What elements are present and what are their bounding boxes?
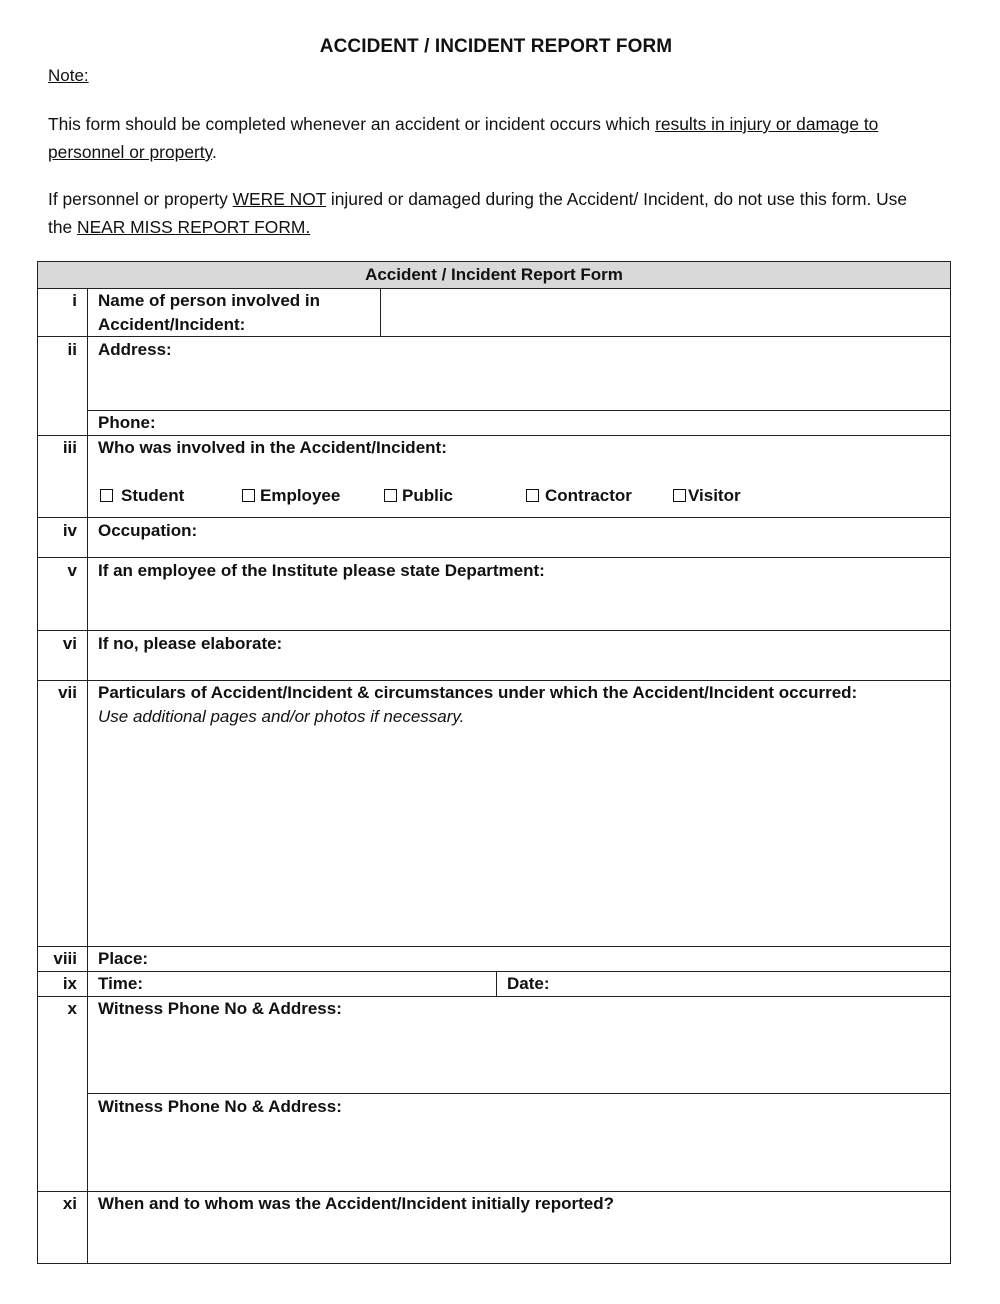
address-field[interactable]	[88, 362, 950, 409]
row-number: ix	[62, 974, 77, 993]
checkbox-public[interactable]	[384, 484, 453, 508]
row-divider	[88, 1093, 950, 1094]
initially-reported-label: When and to whom was the Accident/Incident initially reported?	[98, 1194, 615, 1213]
name-of-person-label	[98, 289, 320, 337]
row-number: ii	[67, 340, 77, 359]
phone-label: Phone:	[98, 413, 156, 432]
elaborate-label: If no, please elaborate:	[98, 634, 283, 653]
document-title: ACCIDENT / INCIDENT REPORT FORM	[319, 36, 673, 57]
checkbox-student-label: Student	[121, 486, 185, 505]
row-divider	[38, 946, 950, 947]
department-label: If an employee of the Institute please state Department:	[98, 561, 545, 580]
row-number: iv	[62, 521, 77, 540]
row-number: i	[72, 291, 77, 310]
name-of-person-field[interactable]	[381, 289, 950, 335]
address-label: Address:	[98, 340, 172, 359]
checkbox-visitor[interactable]	[673, 484, 741, 508]
checkbox-public-label: Public	[402, 486, 454, 505]
checkbox-icon[interactable]	[526, 489, 539, 502]
para1-end: .	[212, 142, 217, 162]
row-number: xi	[62, 1194, 77, 1213]
report-form-table	[37, 261, 951, 1264]
row-divider	[38, 557, 950, 558]
row-number: vi	[62, 634, 77, 653]
particulars-note: Use additional pages and/or photos if necessary.	[98, 707, 465, 726]
witness-1-label: Witness Phone No & Address:	[98, 999, 342, 1018]
row-number: x	[67, 999, 77, 1018]
row-number: v	[67, 561, 77, 580]
who-was-involved-label: Who was involved in the Accident/Incident:	[98, 438, 447, 457]
checkbox-icon[interactable]	[100, 489, 113, 502]
name-label-line1: Name of person involved in	[98, 291, 320, 310]
note-label: Note:	[48, 66, 89, 85]
row-number: viii	[53, 949, 77, 968]
checkbox-contractor-label: Contractor	[545, 486, 632, 505]
time-label: Time:	[98, 974, 144, 993]
para1-underlined: results in injury or damage to personnel or property	[48, 114, 879, 162]
checkbox-icon[interactable]	[242, 489, 255, 502]
checkbox-contractor[interactable]	[526, 484, 632, 508]
particulars-label: Particulars of Accident/Incident & circumstances under which the Accident/Incident occurred:	[98, 683, 858, 702]
place-label: Place:	[98, 949, 149, 968]
row-divider	[38, 630, 950, 631]
instructions-paragraph-2	[48, 185, 928, 241]
instructions-paragraph-1	[48, 110, 928, 166]
row-number: iii	[62, 438, 77, 457]
date-label: Date:	[507, 974, 550, 993]
witness-2-label: Witness Phone No & Address:	[98, 1097, 342, 1116]
checkbox-employee[interactable]	[242, 484, 340, 508]
checkbox-icon[interactable]	[673, 489, 686, 502]
row-divider	[88, 410, 950, 411]
para1-text: This form should be completed whenever an accident or incident occurs which	[48, 114, 656, 134]
row-number: vii	[58, 683, 77, 702]
occupation-label: Occupation:	[98, 521, 198, 540]
form-header: Accident / Incident Report Form	[38, 262, 950, 288]
para2-text-b: injured or damaged during the Accident/ Incident, do not use this form. Use the	[48, 189, 908, 237]
particulars-field[interactable]	[88, 732, 950, 944]
checkbox-student[interactable]	[100, 484, 184, 508]
row-divider	[38, 517, 950, 518]
near-miss-form-link[interactable]: NEAR MISS REPORT FORM.	[77, 217, 311, 237]
checkbox-icon[interactable]	[384, 489, 397, 502]
para2-underlined-were-not: WERE NOT	[232, 189, 327, 209]
para2-text-a: If personnel or property	[48, 189, 233, 209]
row-divider	[38, 971, 950, 972]
checkbox-employee-label: Employee	[260, 486, 341, 505]
name-label-line2: Accident/Incident:	[98, 315, 246, 334]
column-divider	[496, 971, 497, 996]
checkbox-visitor-label: Visitor	[688, 486, 741, 505]
